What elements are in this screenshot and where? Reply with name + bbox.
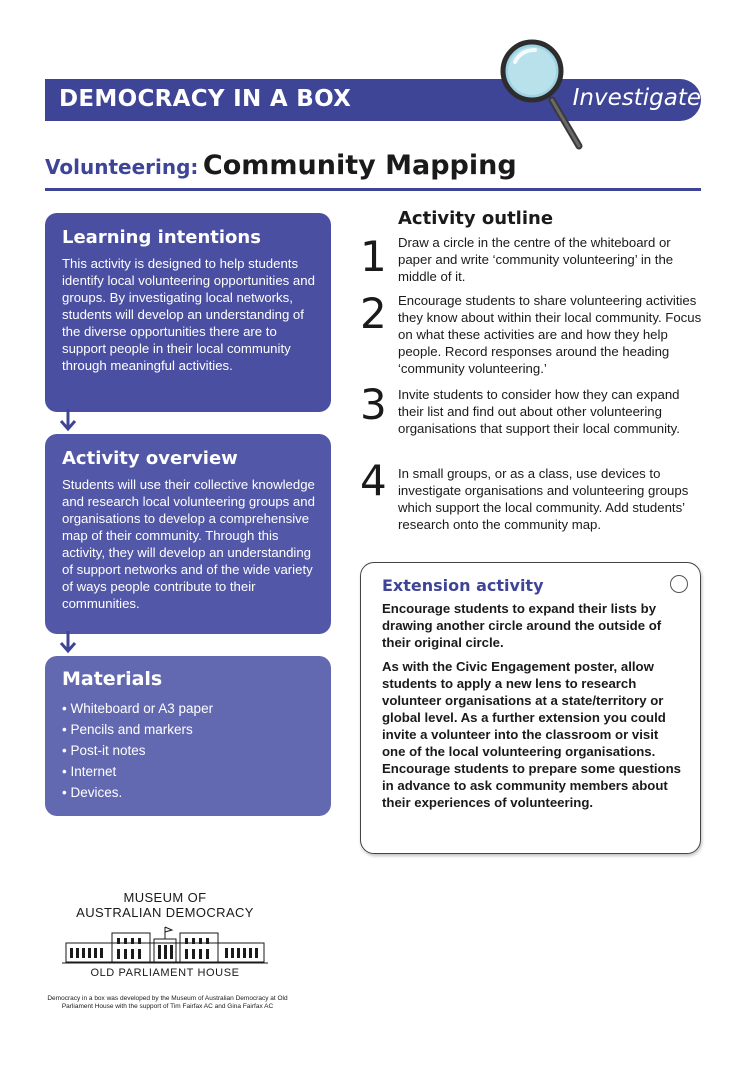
list-item: • Whiteboard or A3 paper <box>62 698 319 719</box>
logo-line: MUSEUM OF <box>123 890 207 905</box>
list-item: • Post-it notes <box>62 740 319 761</box>
step-text: Encourage students to share volunteering activities they know about within their local community. Focus on what these activities are and how they help people. Record responses around the heading ‘community volunteering.’ <box>398 293 702 376</box>
materials-heading: Materials <box>62 668 163 690</box>
circle-icon <box>670 575 688 593</box>
step-number: 1 <box>360 232 387 281</box>
list-item: • Internet <box>62 761 319 782</box>
activity-outline-heading: Activity outline <box>398 208 554 229</box>
learning-intentions-body: This activity is designed to help students identify local volunteering opportunities and groups. By investigating local networks, students will develop an understanding of the diverse opportunities there are to support people in their local community through meaningful activities. <box>62 256 315 373</box>
list-item: • Devices. <box>62 782 319 803</box>
logo-subtitle: OLD PARLIAMENT HOUSE <box>90 967 240 979</box>
parliament-building-icon <box>62 923 268 965</box>
arrow-down-icon <box>58 631 78 655</box>
step-number: 4 <box>360 456 387 505</box>
step-number: 2 <box>360 289 387 338</box>
arrow-down-icon <box>58 409 78 433</box>
museum-logo <box>60 890 270 979</box>
magnifying-glass-icon <box>497 38 587 153</box>
activity-overview-card <box>45 434 331 634</box>
step-number: 3 <box>360 380 387 429</box>
brand-title: DEMOCRACY IN A BOX <box>59 86 352 112</box>
learning-intentions-heading: Learning intentions <box>62 227 261 248</box>
title-prefix: Volunteering: <box>45 155 199 179</box>
credit-text: Democracy in a box was developed by the Museum of Australian Democracy at Old Parliament House with the support of Tim Fairfax AC and Gina Fairfax AC <box>47 995 288 1010</box>
materials-card <box>45 656 331 816</box>
section-tag: Investigate <box>572 85 701 111</box>
page-title <box>45 150 517 181</box>
extension-activity-box <box>360 562 701 854</box>
extension-paragraph: As with the Civic Engagement poster, allow students to apply a new lens to research volunteer organisations at a state/territory or global level. As a further extension you could invite a volunteer into the classroom or visit one of the local volunteering organisations. Encourage students to prepare some questions in advance to ask community members about their experiences of volunteering. <box>382 659 681 810</box>
extension-heading: Extension activity <box>382 576 544 595</box>
learning-intentions-card <box>45 213 331 412</box>
step-text: Draw a circle in the centre of the whiteboard or paper and write ‘community volunteering’ in the middle of it. <box>398 235 674 284</box>
title-divider <box>45 188 701 191</box>
step-text: In small groups, or as a class, use devices to investigate organisations and volunteering groups which support the local community. Add students’ research onto the community map. <box>398 466 689 532</box>
logo-line: AUSTRALIAN DEMOCRACY <box>76 905 254 920</box>
header-banner <box>45 79 701 121</box>
list-item: • Pencils and markers <box>62 719 319 740</box>
activity-overview-body: Students will use their collective knowledge and research local volunteering groups and organisations to develop a comprehensive map of their community. Through this activity, they will develop an understanding of support networks and of the wide variety of ways people contribute to their communities. <box>62 477 315 611</box>
step-text: Invite students to consider how they can expand their list and find out about other volunteering organisations that support their local community. <box>398 387 680 436</box>
activity-overview-heading: Activity overview <box>62 448 238 469</box>
materials-list <box>62 698 319 803</box>
extension-paragraph: Encourage students to expand their lists by drawing another circle around the outside of their original circle. <box>382 601 662 650</box>
title-main: Community Mapping <box>202 150 517 181</box>
